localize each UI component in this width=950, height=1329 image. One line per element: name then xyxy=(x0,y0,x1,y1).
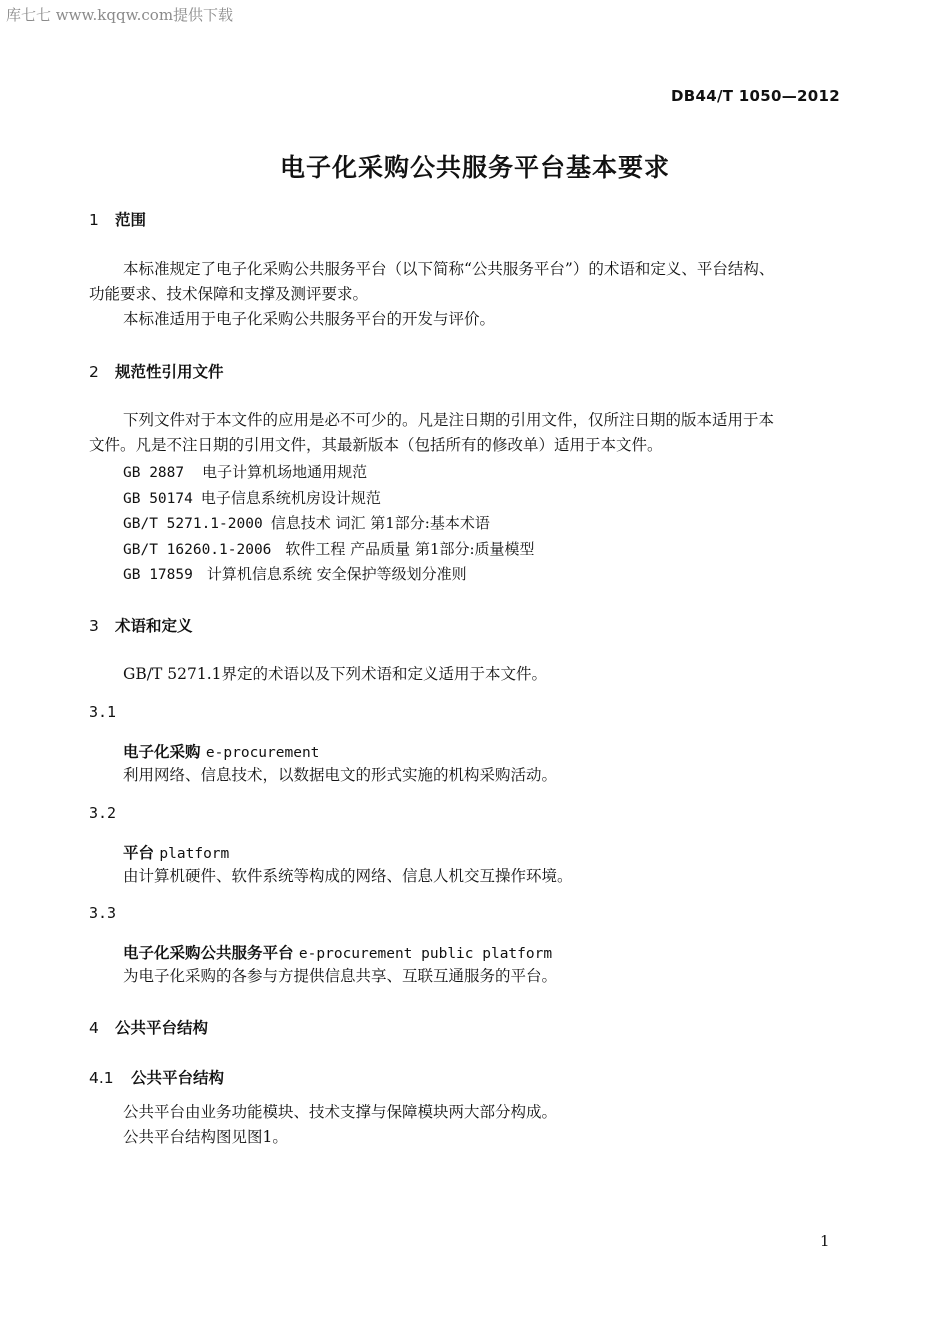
reference-code: GB/T 16260.1-2006 xyxy=(123,542,272,558)
reference-code: GB 17859 xyxy=(123,567,193,583)
term-english: e-procurement xyxy=(205,745,320,761)
term-entry xyxy=(123,740,319,762)
normative-reference xyxy=(123,461,367,482)
term-english: platform xyxy=(159,846,230,862)
watermark: 库七七 www.kqqw.com提供下载 xyxy=(6,6,234,24)
section-number: 3 xyxy=(89,617,99,635)
paragraph: 文件。凡是不注日期的引用文件，其最新版本（包括所有的修改单）适用于本文件。 xyxy=(89,436,663,454)
section-title: 术语和定义 xyxy=(115,617,193,635)
paragraph: 公共平台结构图见图1。 xyxy=(123,1128,288,1146)
term-chinese: 电子化采购公共服务平台 xyxy=(123,944,294,962)
section-1-heading xyxy=(89,208,146,230)
term-english: e-procurement public platform xyxy=(298,946,553,962)
reference-code: GB 2887 xyxy=(123,465,185,481)
normative-reference xyxy=(123,487,381,508)
paragraph: 功能要求、技术保障和支撑及测评要求。 xyxy=(89,285,369,303)
clause-number: 3.2 xyxy=(89,804,117,822)
normative-reference xyxy=(123,512,490,533)
reference-title: 信息技术 词汇 第1部分:基本术语 xyxy=(270,514,490,532)
paragraph: 本标准适用于电子化采购公共服务平台的开发与评价。 xyxy=(123,310,496,328)
paragraph: 公共平台由业务功能模块、技术支撑与保障模块两大部分构成。 xyxy=(123,1103,558,1121)
reference-title: 软件工程 产品质量 第1部分:质量模型 xyxy=(285,540,535,558)
reference-code: GB/T 5271.1-2000 xyxy=(123,516,263,532)
section-title: 公共平台结构 xyxy=(115,1019,209,1037)
reference-title: 电子信息系统机房设计规范 xyxy=(200,489,381,507)
section-number: 4 xyxy=(89,1019,99,1037)
section-title: 范围 xyxy=(115,211,147,229)
section-3-heading xyxy=(89,614,193,636)
normative-reference xyxy=(123,563,467,584)
subsection-4-1-heading xyxy=(89,1066,224,1088)
term-definition: 利用网络、信息技术，以数据电文的形式实施的机构采购活动。 xyxy=(123,766,558,784)
clause-number: 3.1 xyxy=(89,703,117,721)
term-entry xyxy=(123,841,229,863)
page-number: 1 xyxy=(820,1232,830,1250)
section-2-heading xyxy=(89,360,224,382)
paragraph: 下列文件对于本文件的应用是必不可少的。凡是注日期的引用文件，仅所注日期的版本适用于本 xyxy=(123,411,775,429)
subsection-number: 4.1 xyxy=(89,1069,114,1087)
term-definition: 由计算机硬件、软件系统等构成的网络、信息人机交互操作环境。 xyxy=(123,867,573,885)
section-number: 2 xyxy=(89,363,99,381)
section-title: 规范性引用文件 xyxy=(115,363,224,381)
reference-code: GB 50174 xyxy=(123,491,193,507)
standard-code: DB44/T 1050—2012 xyxy=(671,87,840,105)
section-4-heading xyxy=(89,1016,208,1038)
term-definition: 为电子化采购的各参与方提供信息共享、互联互通服务的平台。 xyxy=(123,967,558,985)
term-chinese: 电子化采购 xyxy=(123,743,201,761)
reference-title: 电子计算机场地通用规范 xyxy=(202,463,368,481)
normative-reference xyxy=(123,538,535,559)
section-number: 1 xyxy=(89,211,99,229)
reference-title: 计算机信息系统 安全保护等级划分准则 xyxy=(206,565,467,583)
paragraph: 本标准规定了电子化采购公共服务平台（以下简称“公共服务平台”）的术语和定义、平台结构、 xyxy=(123,260,775,278)
term-entry xyxy=(123,941,552,963)
clause-number: 3.3 xyxy=(89,904,117,922)
subsection-title: 公共平台结构 xyxy=(131,1069,225,1087)
page-title: 电子化采购公共服务平台基本要求 xyxy=(279,153,670,182)
paragraph: GB/T 5271.1界定的术语以及下列术语和定义适用于本文件。 xyxy=(123,665,547,683)
term-chinese: 平台 xyxy=(123,844,155,862)
